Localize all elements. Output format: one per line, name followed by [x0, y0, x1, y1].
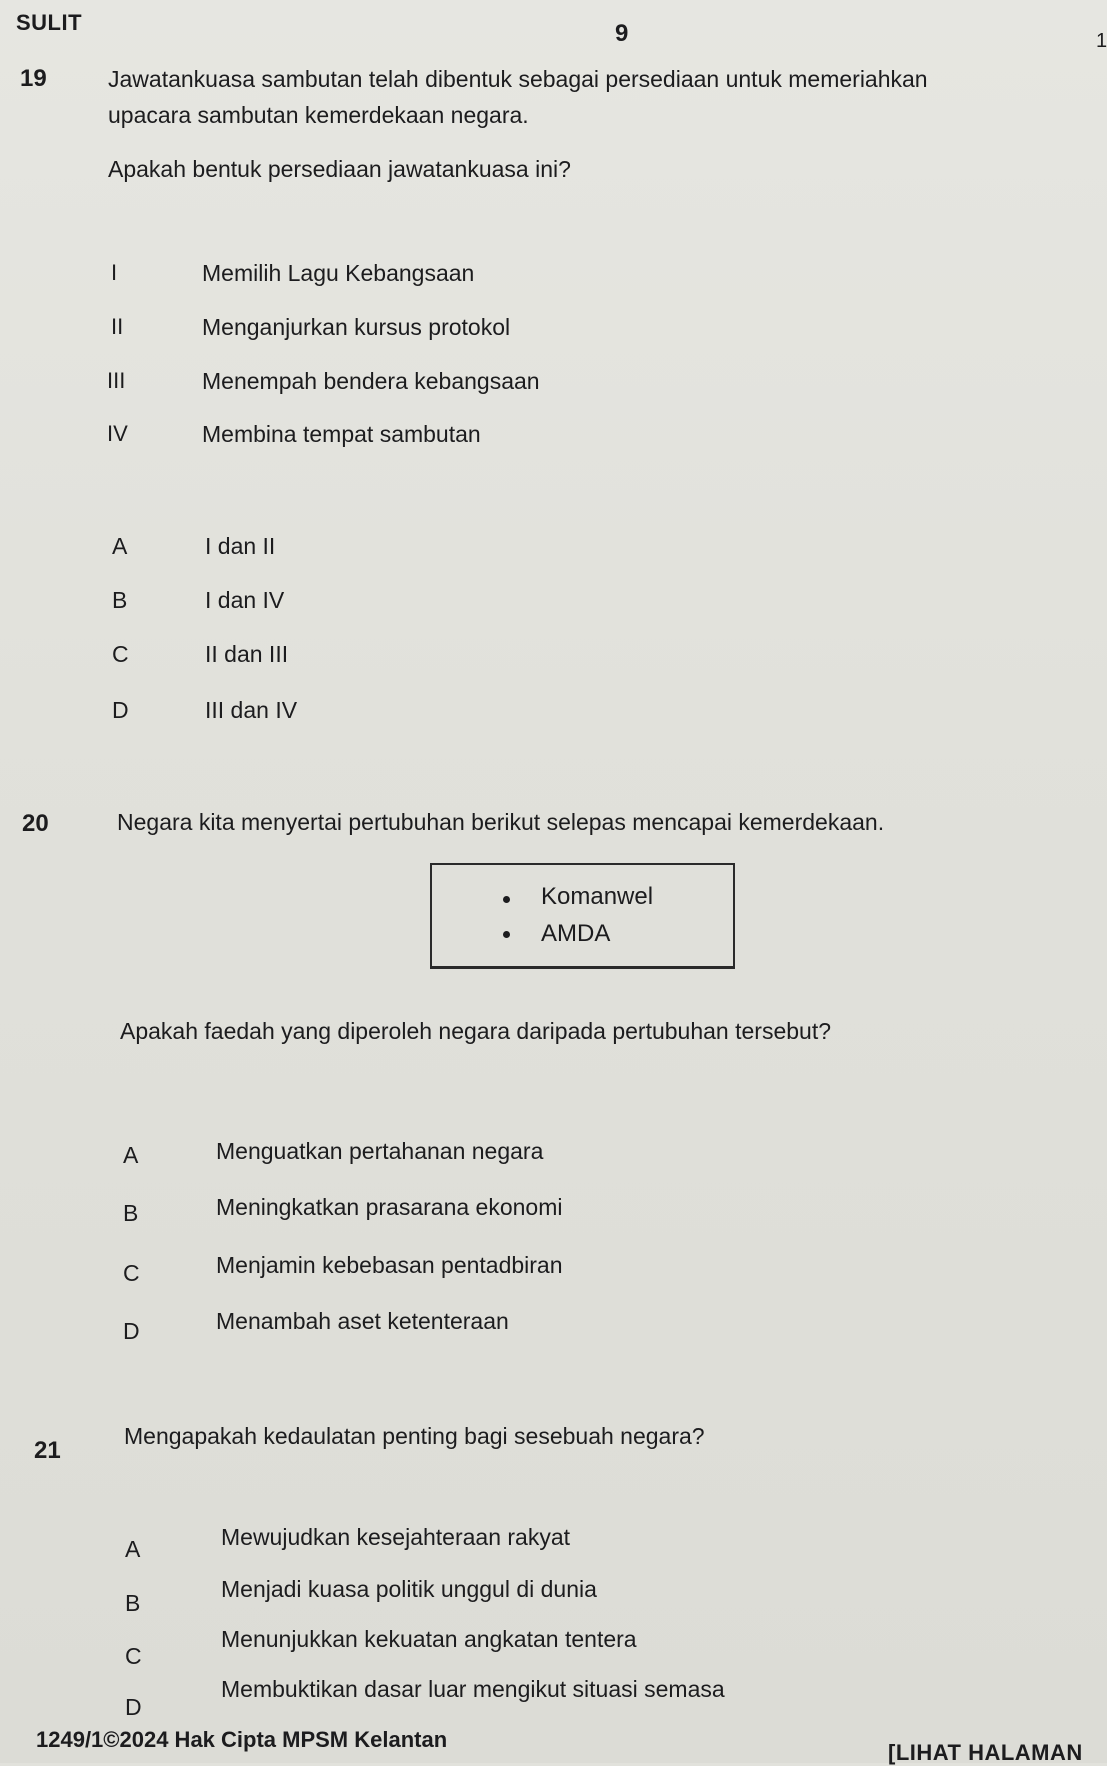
bullet-icon: [503, 931, 510, 938]
statement-number: II: [111, 314, 124, 339]
option-letter[interactable]: D: [112, 697, 129, 723]
option-text[interactable]: I dan II: [205, 533, 276, 559]
option-text[interactable]: Mewujudkan kesejahteraan rakyat: [221, 1524, 571, 1550]
question-prompt: Apakah faedah yang diperoleh negara daripada pertubuhan tersebut?: [120, 1018, 832, 1044]
question-number: 20: [22, 810, 49, 837]
statement-text: Memilih Lagu Kebangsaan: [202, 260, 475, 286]
question-stem-line1: Negara kita menyertai pertubuhan berikut selepas mencapai kemerdekaan.: [117, 809, 885, 835]
option-letter[interactable]: C: [125, 1643, 142, 1669]
option-letter[interactable]: B: [123, 1200, 139, 1226]
question-prompt: Apakah bentuk persediaan jawatankuasa ini?: [108, 156, 571, 182]
box-item: AMDA: [541, 920, 611, 947]
statement-text: Menganjurkan kursus protokol: [202, 314, 511, 340]
option-letter[interactable]: D: [123, 1318, 140, 1344]
option-text[interactable]: Menguatkan pertahanan negara: [216, 1138, 544, 1164]
option-text[interactable]: Menjamin kebebasan pentadbiran: [216, 1252, 563, 1278]
option-letter[interactable]: B: [112, 587, 128, 613]
organisation-box: [430, 863, 735, 969]
bullet-icon: [503, 896, 510, 903]
question-number: 21: [34, 1437, 61, 1464]
question-number: 19: [20, 65, 47, 92]
box-item: Komanwel: [541, 883, 654, 910]
option-letter[interactable]: A: [123, 1142, 139, 1168]
question-stem-line1: Jawatankuasa sambutan telah dibentuk sebagai persediaan untuk memeriahkan: [108, 66, 928, 92]
footer-next-page: [LIHAT HALAMAN: [888, 1740, 1083, 1765]
statement-number: I: [111, 260, 118, 285]
question-stem-line2: upacara sambutan kemerdekaan negara.: [108, 102, 529, 128]
question-stem-line1: Mengapakah kedaulatan penting bagi sesebuah negara?: [124, 1423, 705, 1449]
corner-mark: 1: [1096, 30, 1107, 52]
option-letter[interactable]: B: [125, 1590, 141, 1616]
option-text[interactable]: Meningkatkan prasarana ekonomi: [216, 1194, 563, 1220]
option-letter[interactable]: C: [112, 641, 129, 667]
statement-number: III: [107, 368, 126, 393]
option-letter[interactable]: A: [112, 533, 128, 559]
option-letter[interactable]: D: [125, 1694, 142, 1720]
page-number: 9: [615, 20, 629, 47]
option-letter[interactable]: C: [123, 1260, 140, 1286]
classification-label: SULIT: [16, 10, 83, 35]
option-text[interactable]: Menunjukkan kekuatan angkatan tentera: [221, 1626, 637, 1652]
statement-number: IV: [107, 421, 128, 446]
statement-text: Menempah bendera kebangsaan: [202, 368, 540, 394]
option-text[interactable]: III dan IV: [205, 697, 298, 723]
option-text[interactable]: I dan IV: [205, 587, 285, 613]
option-text[interactable]: II dan III: [205, 641, 289, 667]
option-text[interactable]: Menjadi kuasa politik unggul di dunia: [221, 1576, 597, 1602]
statement-text: Membina tempat sambutan: [202, 421, 481, 447]
option-text[interactable]: Membuktikan dasar luar mengikut situasi semasa: [221, 1676, 725, 1702]
option-letter[interactable]: A: [125, 1536, 141, 1562]
option-text[interactable]: Menambah aset ketenteraan: [216, 1308, 509, 1334]
footer-copyright: 1249/1©2024 Hak Cipta MPSM Kelantan: [36, 1727, 448, 1752]
